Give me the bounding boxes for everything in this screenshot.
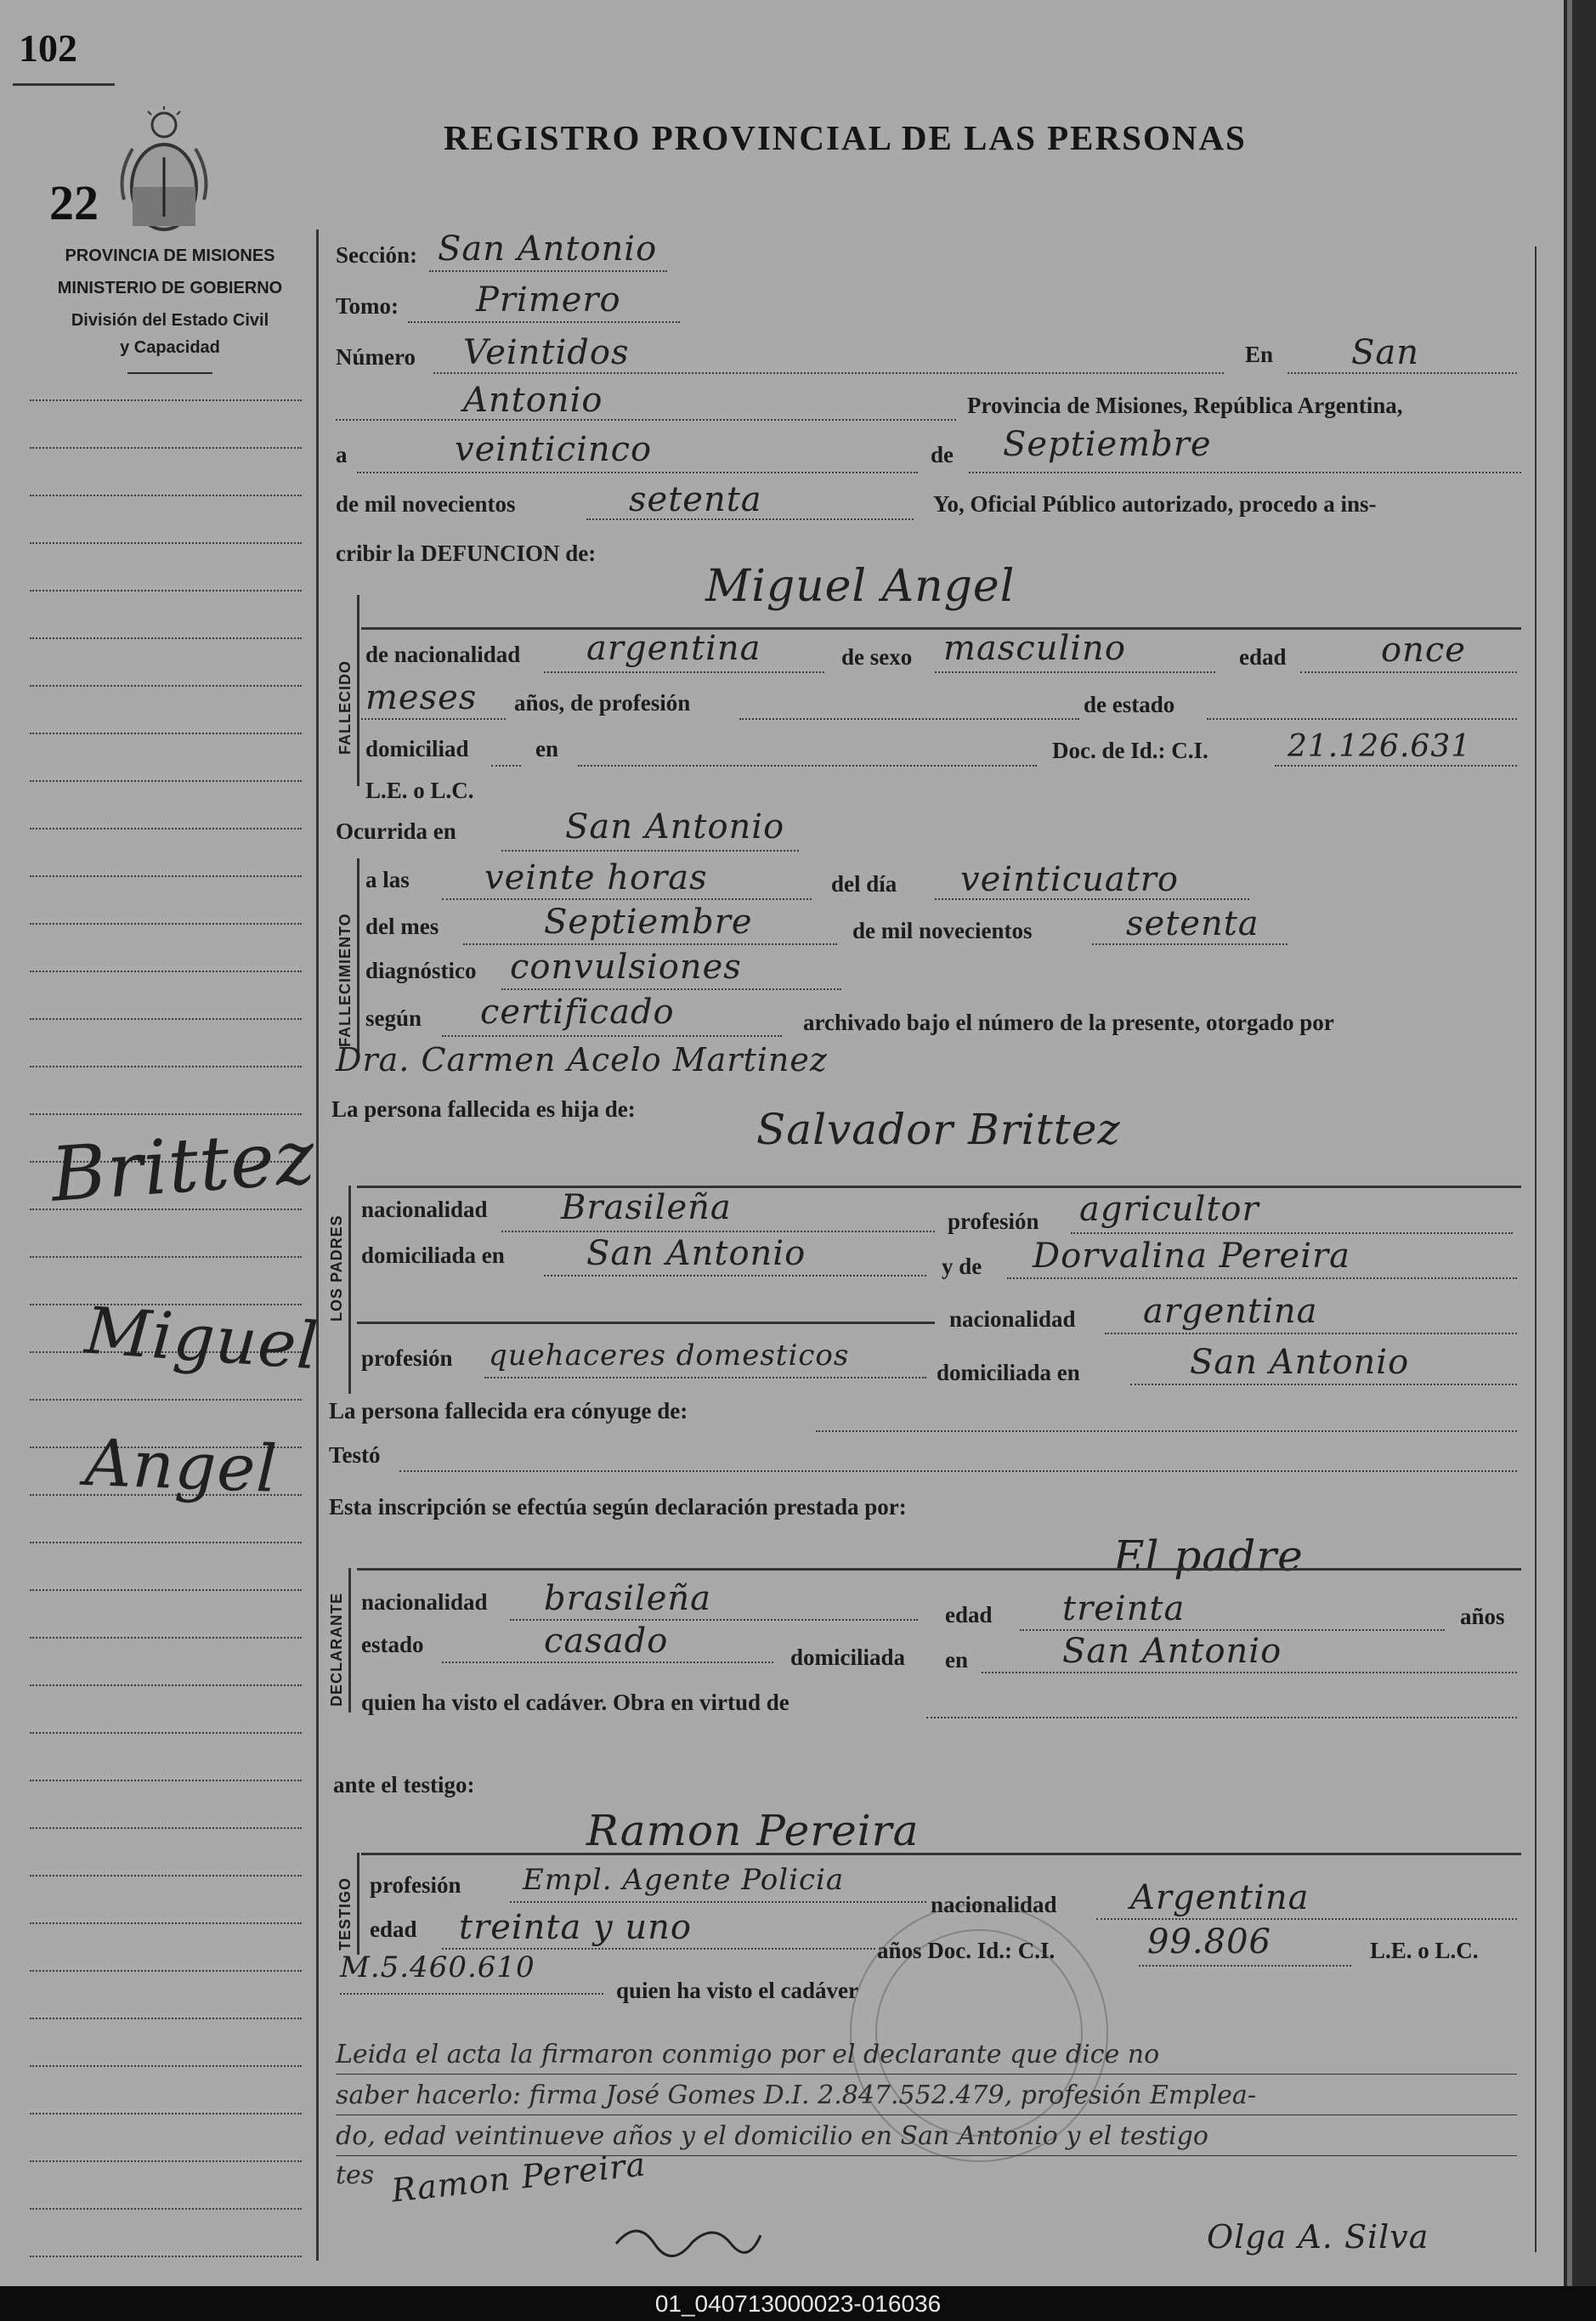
note-line-3: do, edad veintinueve años y el domicilio en San Antonio y el testigo xyxy=(336,2121,1208,2151)
label-ocurrida: Ocurrida en xyxy=(336,818,456,844)
label-ante-testigo: ante el testigo: xyxy=(333,1772,475,1797)
hw-dia-fallec: veinticuatro xyxy=(960,860,1179,899)
document-title: REGISTRO PROVINCIAL DE LAS PERSONAS xyxy=(444,118,1247,157)
margin-line xyxy=(30,542,302,544)
label-test-profesion: profesión xyxy=(370,1872,461,1898)
label-yo-oficial: Yo, Oficial Público autorizado, procedo a ins- xyxy=(933,491,1377,517)
hw-test-ci: 99.806 xyxy=(1147,1922,1271,1962)
margin-line xyxy=(30,2113,302,2114)
label-de-mil: de mil novecientos xyxy=(336,491,516,517)
hw-test-le: M.5.460.610 xyxy=(340,1950,535,1984)
signature-1: Ramon Pereira xyxy=(389,2145,648,2210)
margin-line xyxy=(30,971,302,972)
hw-otorgado: Dra. Carmen Acelo Martinez xyxy=(336,1041,828,1078)
hw-en-2: Antonio xyxy=(463,381,603,420)
label-nacionalidad: nacionalidad xyxy=(361,1197,488,1222)
side-label-los-padres: LOS PADRES xyxy=(328,1214,345,1322)
label-test-le-lc: L.E. o L.C. xyxy=(1370,1938,1479,1963)
margin-line xyxy=(30,637,302,639)
side-label-fallecimiento: FALLECIMIENTO xyxy=(337,913,354,1047)
label-hija-de: La persona fallecida es hija de: xyxy=(331,1096,636,1122)
hw-seccion: San Antonio xyxy=(438,229,658,269)
hw-mes-fallec: Septiembre xyxy=(544,903,753,942)
hw-madre-dom: San Antonio xyxy=(1190,1343,1410,1382)
margin-line xyxy=(30,1637,302,1639)
label-de-estado: de estado xyxy=(1084,692,1175,717)
label-de-mil-2: de mil novecientos xyxy=(852,918,1033,943)
label-seccion: Sección: xyxy=(336,242,417,268)
label-decl-edad: edad xyxy=(945,1602,993,1628)
org-line-4: y Capacidad xyxy=(120,338,220,357)
label-segun: según xyxy=(365,1005,422,1031)
margin-line xyxy=(30,1542,302,1543)
margin-line xyxy=(30,2160,302,2162)
margin-line xyxy=(30,1066,302,1067)
hw-madre: Dorvalina Pereira xyxy=(1033,1237,1350,1276)
label-provincia: Provincia de Misiones, República Argentina, xyxy=(967,393,1403,418)
hw-nacionalidad: argentina xyxy=(586,629,761,668)
margin-line xyxy=(30,923,302,925)
margin-line xyxy=(30,590,302,592)
margin-line xyxy=(30,2018,302,2019)
margin-line xyxy=(30,2065,302,2067)
margin-line xyxy=(30,2256,302,2257)
margin-line xyxy=(30,780,302,782)
hw-decl-dom: San Antonio xyxy=(1062,1632,1282,1671)
label-en-2: en xyxy=(535,736,558,761)
hw-anio-fallec: setenta xyxy=(1126,904,1259,943)
hw-padre-dom: San Antonio xyxy=(586,1234,806,1273)
org-line-3: División del Estado Civil xyxy=(71,311,269,330)
label-le-lc: L.E. o L.C. xyxy=(365,778,474,803)
label-y-de: y de xyxy=(942,1254,982,1279)
label-edad: edad xyxy=(1239,644,1287,670)
hw-ci: 21.126.631 xyxy=(1288,729,1472,764)
note-line-4: tes xyxy=(336,2160,375,2190)
label-testo: Testó xyxy=(329,1442,381,1468)
margin-line xyxy=(30,685,302,687)
label-doc-id: Doc. de Id.: C.I. xyxy=(1052,738,1208,763)
hw-padre-nac: Brasileña xyxy=(561,1188,732,1227)
hw-test-nac: Argentina xyxy=(1130,1878,1310,1917)
label-decl-nacionalidad: nacionalidad xyxy=(361,1589,488,1615)
label-diagnostico: diagnóstico xyxy=(365,958,477,983)
note-line-2: saber hacerlo: firma José Gomes D.I. 2.847.552.479, profesión Emplea- xyxy=(336,2080,1256,2110)
org-line-1: PROVINCIA DE MISIONES xyxy=(65,246,275,265)
margin-line xyxy=(30,495,302,496)
hw-mes: Septiembre xyxy=(1003,425,1212,464)
margin-line xyxy=(30,1875,302,1877)
side-label-declarante: DECLARANTE xyxy=(328,1593,345,1707)
label-test-anos-doc: años Doc. Id.: C.I. xyxy=(877,1938,1056,1963)
label-visto-cadaver: quien ha visto el cadáver. Obra en virtud de xyxy=(361,1690,790,1715)
hw-tomo: Primero xyxy=(476,280,621,320)
label-profesion-2: profesión xyxy=(361,1345,453,1371)
hw-decl-nac: brasileña xyxy=(544,1579,711,1618)
label-nacionalidad-2: nacionalidad xyxy=(949,1306,1076,1332)
margin-line xyxy=(30,1684,302,1686)
image-caption: 01_040713000023-016036 xyxy=(0,2286,1596,2321)
label-de-nacionalidad: de nacionalidad xyxy=(365,642,521,667)
side-label-testigo: TESTIGO xyxy=(337,1877,354,1950)
hw-hora: veinte horas xyxy=(484,858,708,897)
signature-2: Olga A. Silva xyxy=(1207,2218,1429,2256)
label-archivado: archivado bajo el número de la presente, otorgado por xyxy=(803,1010,1334,1035)
label-a-las: a las xyxy=(365,867,410,892)
margin-name-1: Miguel xyxy=(82,1292,321,1384)
margin-line xyxy=(30,399,302,401)
hw-edad-2: meses xyxy=(365,678,478,717)
hw-numero: Veintidos xyxy=(463,333,630,372)
margin-line xyxy=(30,447,302,449)
margin-line xyxy=(30,875,302,877)
label-decl-estado: estado xyxy=(361,1632,424,1657)
margin-line xyxy=(30,1018,302,1020)
label-test-edad: edad xyxy=(370,1916,417,1942)
hw-dia: veinticinco xyxy=(455,430,653,469)
hw-segun: certificado xyxy=(480,993,675,1032)
margin-line xyxy=(30,1732,302,1734)
label-test-visto: quien ha visto el cadáver xyxy=(616,1978,859,2003)
label-inscribir: cribir la DEFUNCION de: xyxy=(336,541,597,566)
label-test-nacionalidad: nacionalidad xyxy=(931,1892,1057,1917)
margin-line xyxy=(30,1589,302,1591)
label-conyuge: La persona fallecida era cónyuge de: xyxy=(329,1398,688,1424)
margin-line xyxy=(30,1113,302,1115)
label-domiciliada-en: domiciliada en xyxy=(361,1243,505,1268)
margin-line xyxy=(30,733,302,734)
note-line-1: Leida el acta la firmaron conmigo por el declarante que dice no xyxy=(336,2040,1160,2069)
hw-en: San xyxy=(1351,333,1420,372)
hw-edad: once xyxy=(1381,631,1466,670)
hw-nombre: Miguel Angel xyxy=(705,561,1016,612)
margin-surname: Brittez xyxy=(48,1112,319,1219)
margin-line xyxy=(30,1827,302,1829)
label-del-mes: del mes xyxy=(365,914,439,939)
label-domiciliad: domiciliad xyxy=(365,736,469,761)
label-de: de xyxy=(931,442,954,467)
margin-line xyxy=(30,1922,302,1924)
label-del-dia: del día xyxy=(831,871,897,897)
hw-padre-prof: agricultor xyxy=(1079,1190,1259,1229)
margin-line xyxy=(30,828,302,829)
hw-declarante: El padre xyxy=(1113,1531,1304,1581)
side-label-fallecido: FALLECIDO xyxy=(337,660,354,755)
hw-test-edad: treinta y uno xyxy=(459,1908,692,1947)
hw-ocurrida: San Antonio xyxy=(565,807,785,846)
label-en: En xyxy=(1245,342,1274,367)
label-domiciliada-en-2: domiciliada en xyxy=(937,1360,1080,1385)
act-number: 22 xyxy=(49,175,99,230)
label-inscripcion: Esta inscripción se efectúa según declaración prestada por: xyxy=(329,1494,907,1520)
margin-name-2: Angel xyxy=(83,1424,280,1507)
label-numero: Número xyxy=(336,344,416,370)
hw-test-prof: Empl. Agente Policia xyxy=(523,1863,845,1897)
margin-line xyxy=(30,1256,302,1258)
margin-line xyxy=(30,1780,302,1781)
hw-madre-nac: argentina xyxy=(1143,1292,1318,1331)
hw-padre: Salvador Brittez xyxy=(756,1105,1121,1154)
page-number: 102 xyxy=(19,26,77,70)
hw-diagnostico: convulsiones xyxy=(510,948,742,987)
label-anos-profesion: años, de profesión xyxy=(514,690,691,716)
hw-testigo: Ramon Pereira xyxy=(586,1806,920,1855)
org-line-2: MINISTERIO DE GOBIERNO xyxy=(57,279,283,297)
hw-decl-estado: casado xyxy=(544,1622,669,1661)
hw-sexo: masculino xyxy=(943,629,1126,668)
binding-edge xyxy=(1564,0,1596,2286)
label-a: a xyxy=(336,442,348,467)
label-profesion: profesión xyxy=(948,1209,1039,1234)
hw-decl-edad: treinta xyxy=(1062,1589,1186,1628)
hw-madre-prof: quehaceres domesticos xyxy=(489,1339,850,1373)
hw-anio: setenta xyxy=(629,480,762,519)
margin-line xyxy=(30,1970,302,1972)
margin-line xyxy=(30,2208,302,2210)
label-decl-anos: años xyxy=(1460,1604,1505,1629)
margin-line xyxy=(30,1399,302,1401)
signature-scribble xyxy=(612,2210,765,2261)
label-decl-en: en xyxy=(945,1647,968,1673)
coat-of-arms-icon xyxy=(117,106,211,242)
label-tomo: Tomo: xyxy=(336,293,399,319)
label-de-sexo: de sexo xyxy=(841,644,913,670)
label-decl-domiciliada: domiciliada xyxy=(790,1645,906,1670)
